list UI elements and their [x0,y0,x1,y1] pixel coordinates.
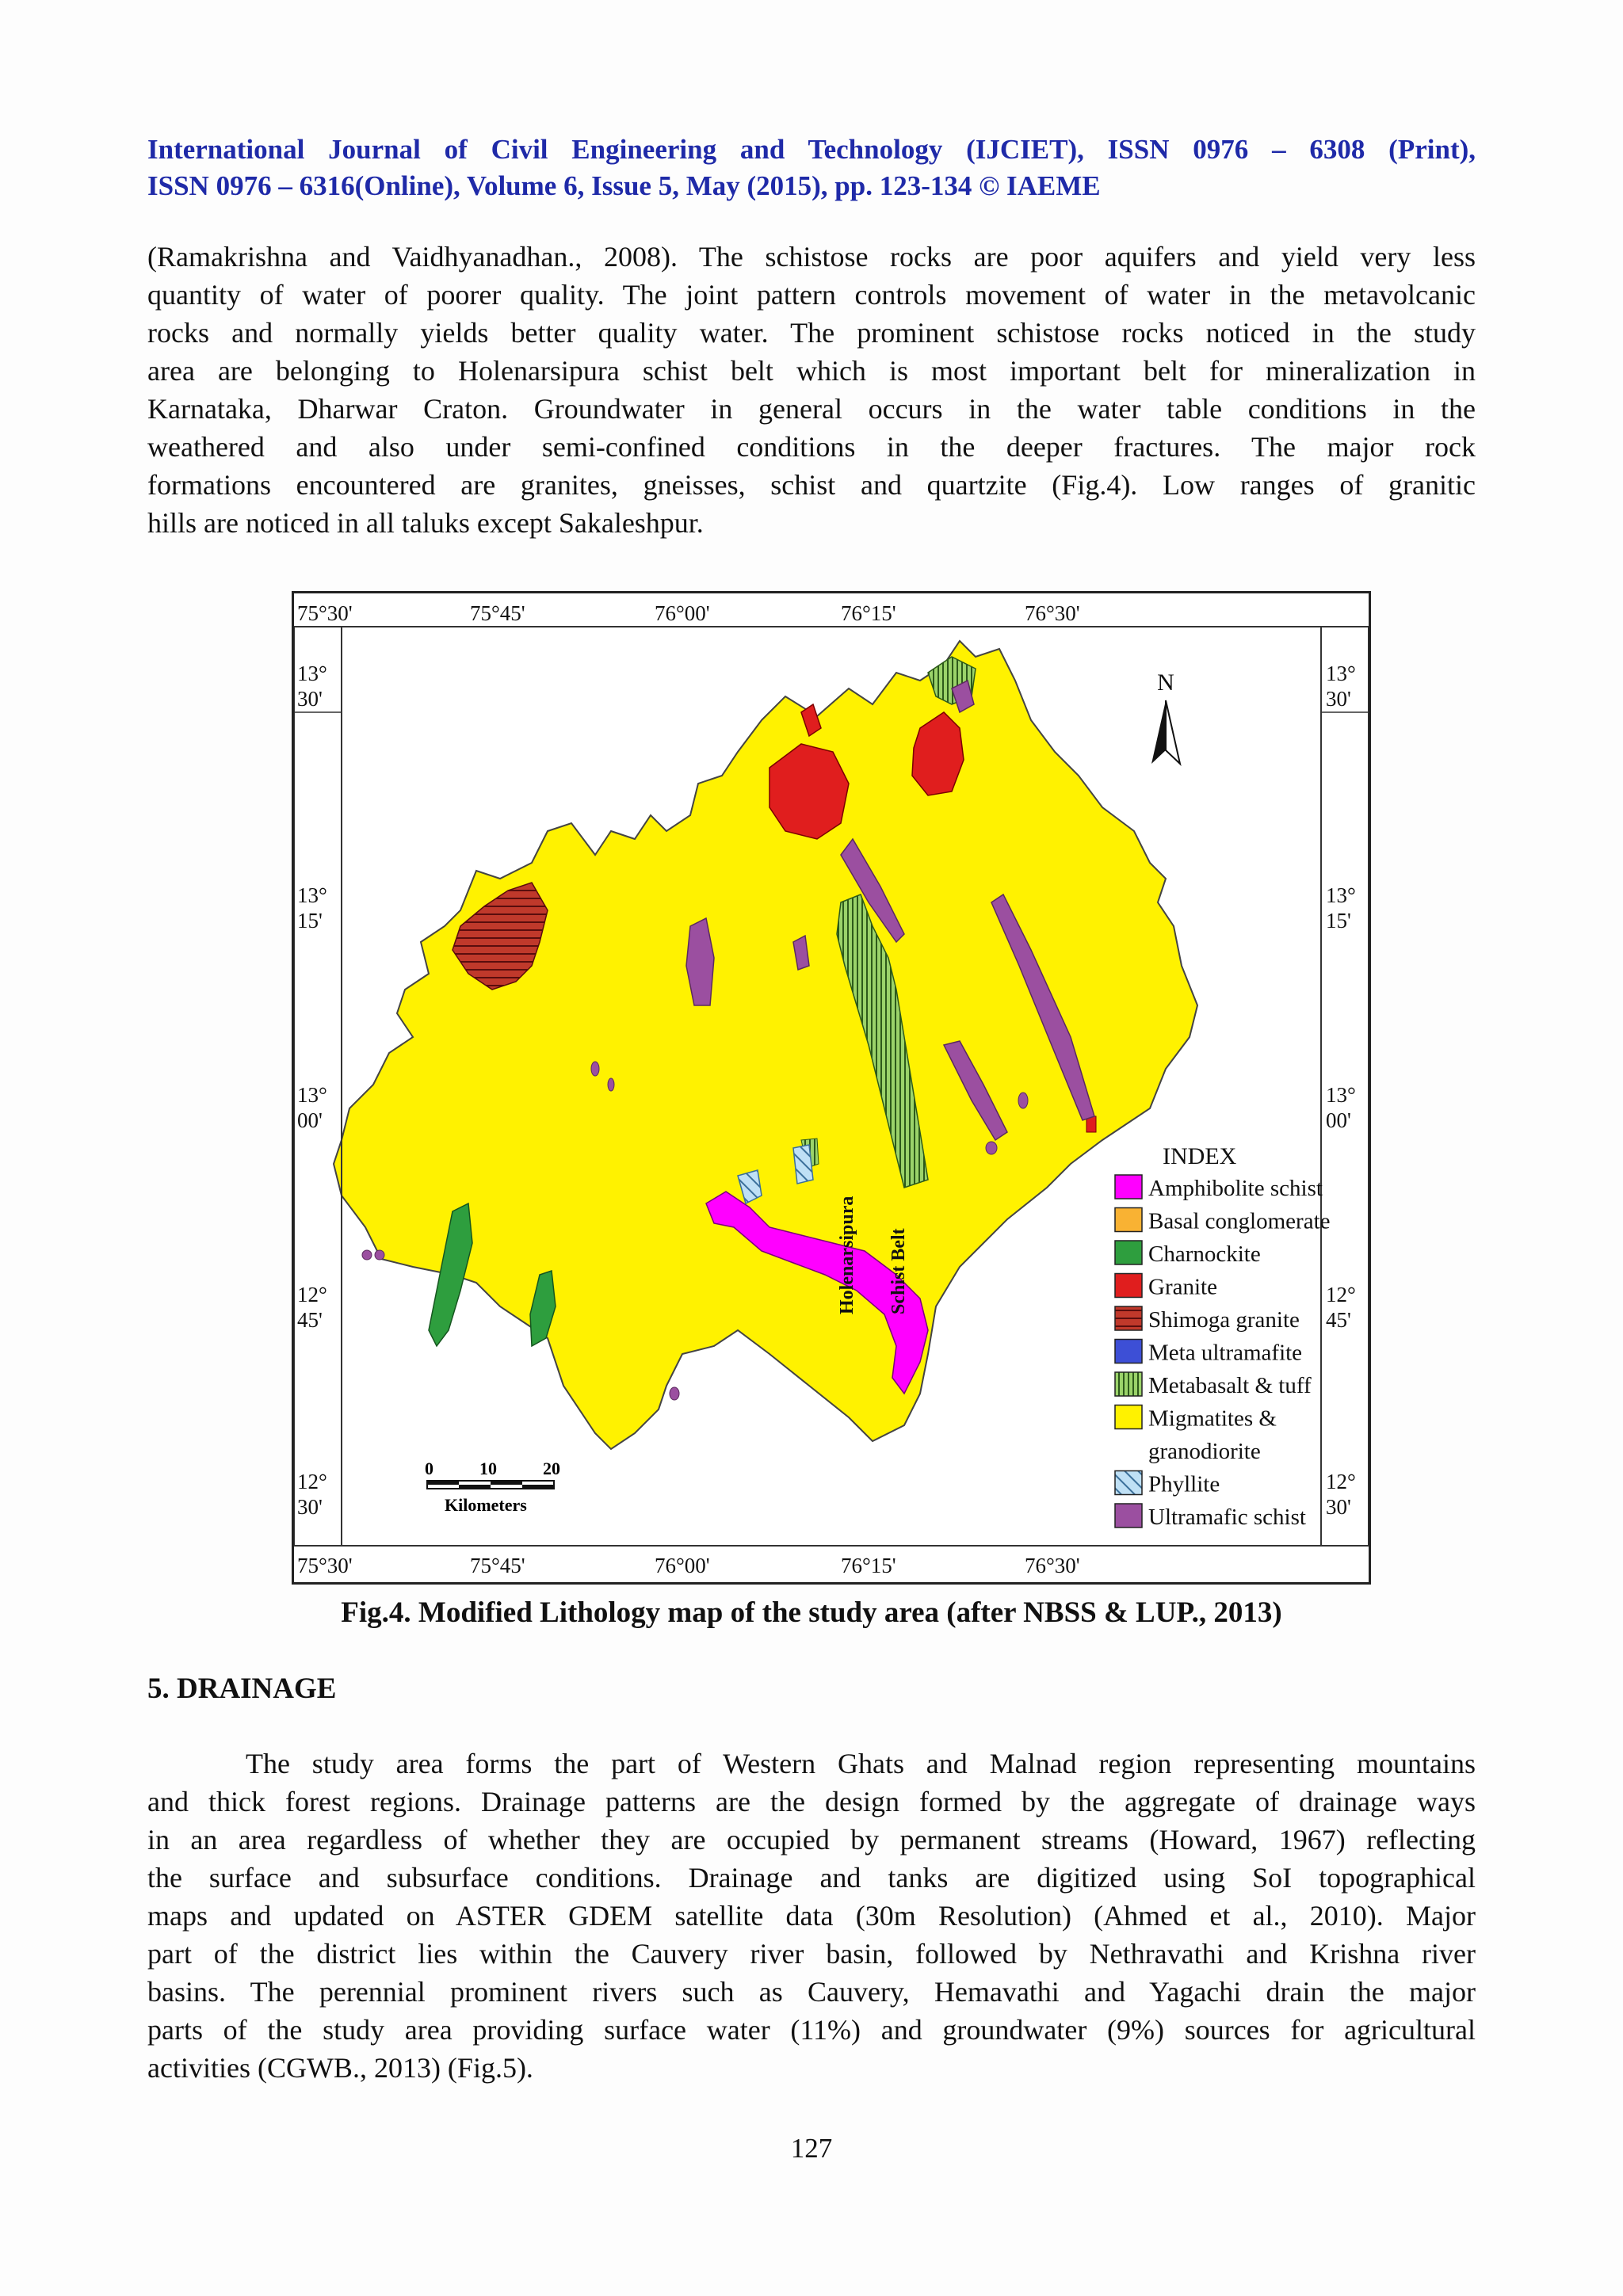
legend-label: Granite [1148,1274,1217,1300]
text-line: The study area forms the part of Western Ghats and Malnad region representing mountains [246,1748,1476,1779]
lat-min: 30' [1326,1495,1351,1519]
legend-swatch [1115,1372,1142,1396]
journal-header-line2: ISSN 0976 – 6316(Online), Volume 6, Issue 5, May (2015), pp. 123-134 © IAEME [147,170,1101,201]
longitude-bottom [297,1554,1080,1577]
legend-label: Meta ultramafite [1148,1340,1303,1366]
lat-deg: 13° [297,1083,327,1107]
lat-deg: 12° [297,1283,327,1306]
text-line: basins. The perennial prominent rivers such as Cauvery, Hemavathi and Yagachi drain the major [147,1976,1476,2008]
legend-label: Ultramafic schist [1148,1505,1306,1530]
text-line: Karnataka, Dharwar Craton. Groundwater in general occurs in the water table conditions in the [147,393,1476,425]
text-line: in an area regardless of whether they are occupied by permanent streams (Howard, 1967) reflecting [147,1824,1476,1855]
lon-label: 76°00' [655,601,710,625]
paragraph-1 [147,238,1476,542]
legend-label: Migmatites & [1148,1405,1277,1432]
legend-items [1115,1175,1331,1530]
lat-min: 45' [1326,1308,1351,1332]
lon-label: 76°30' [1025,601,1080,625]
lon-label: 75°30' [297,1554,353,1577]
legend-label: Phyllite [1148,1471,1220,1497]
legend-swatch [1115,1274,1142,1298]
lon-label: 75°45' [470,1554,525,1577]
legend-title: INDEX [1163,1143,1237,1169]
lon-label: 76°15' [841,1554,896,1577]
journal-header [147,132,1476,204]
belt-label-holenarsipura: Holenarsipura [837,1196,857,1314]
lat-deg: 12° [297,1470,327,1493]
legend-swatch [1115,1340,1142,1363]
lat-min: 30' [1326,687,1351,711]
latitude-right [1326,662,1356,1519]
lat-min: 00' [297,1108,323,1132]
legend-swatch [1115,1471,1142,1495]
lon-label: 76°00' [655,1554,710,1577]
text-line: formations encountered are granites, gneisses, schist and quartzite (Fig.4). Low ranges of granitic [147,469,1476,501]
phyllite-body [793,1145,813,1184]
lat-deg: 13° [297,662,327,685]
north-arrow [1151,669,1180,764]
section-heading: 5. DRAINAGE [147,1672,337,1705]
lat-min: 30' [297,1495,323,1519]
scale-bar [425,1459,560,1515]
scale-tick: 10 [479,1459,497,1478]
page-number: 127 [790,2133,833,2164]
journal-header-line1: International Journal of Civil Engineering and Technology (IJCIET), ISSN 0976 – 6308 (Print), [147,134,1476,165]
lon-label: 75°45' [470,601,525,625]
legend-label: Shimoga granite [1148,1307,1300,1333]
lat-deg: 13° [1326,883,1356,907]
lat-deg: 13° [1326,1083,1356,1107]
scale-tick: 0 [425,1459,433,1478]
text-line: quantity of water of poorer quality. The joint pattern controls movement of water in the metavolcanic [147,279,1476,311]
lat-deg: 13° [1326,662,1356,685]
legend-label: Amphibolite schist [1148,1176,1323,1201]
scale-tick: 20 [543,1459,560,1478]
longitude-top [297,601,1080,625]
lon-label: 76°15' [841,601,896,625]
lat-deg: 12° [1326,1470,1356,1493]
legend-swatch [1115,1241,1142,1264]
lat-min: 15' [297,909,323,933]
text-line: and thick forest regions. Drainage patterns are the design formed by the aggregate of drainage ways [147,1786,1476,1817]
legend-swatch [1115,1504,1142,1527]
text-line: hills are noticed in all taluks except Sakaleshpur. [147,507,704,539]
text-line: maps and updated on ASTER GDEM satellite data (30m Resolution) (Ahmed et al., 2010). Major [147,1900,1476,1932]
lat-min: 00' [1326,1108,1351,1132]
scale-unit: Kilometers [445,1495,527,1515]
legend-label: granodiorite [1148,1439,1261,1464]
lithology-map-figure [292,591,1371,1585]
text-line: activities (CGWB., 2013) (Fig.5). [147,2052,533,2084]
lat-min: 15' [1326,909,1351,933]
lat-min: 45' [297,1308,323,1332]
legend-label: Basal conglomerate [1148,1208,1331,1234]
legend-swatch [1115,1208,1142,1232]
lat-deg: 13° [297,883,327,907]
text-line: rocks and normally yields better quality water. The prominent schistose rocks noticed in the study [147,317,1476,349]
north-label: N [1157,669,1174,696]
text-line: area are belonging to Holenarsipura schist belt which is most important belt for mineralization in [147,355,1476,387]
text-line: the surface and subsurface conditions. Drainage and tanks are digitized using SoI topographical [147,1862,1476,1894]
text-line: (Ramakrishna and Vaidhyanadhan., 2008). The schistose rocks are poor aquifers and yield very less [147,241,1476,273]
text-line: part of the district lies within the Cauvery river basin, followed by Nethravathi and Krishna river [147,1938,1476,1970]
legend [1163,1143,1237,1169]
figure-caption: Fig.4. Modified Lithology map of the study area (after NBSS & LUP., 2013) [341,1596,1282,1629]
text-line: parts of the study area providing surface water (11%) and groundwater (9%) sources for agricultural [147,2014,1476,2046]
lat-deg: 12° [1326,1283,1356,1306]
legend-label: Metabasalt & tuff [1148,1373,1312,1398]
legend-swatch [1115,1306,1142,1330]
legend-swatch [1115,1175,1142,1199]
lithology-map [294,593,1369,1582]
lat-min: 30' [297,687,323,711]
belt-label-schist-belt: Schist Belt [888,1228,909,1314]
lon-label: 76°30' [1025,1554,1080,1577]
legend-swatch [1115,1405,1142,1429]
text-line: weathered and also under semi-confined conditions in the deeper fractures. The major rock [147,431,1476,463]
legend-label: Charnockite [1148,1241,1261,1267]
lon-label: 75°30' [297,601,353,625]
paragraph-2 [147,1745,1476,2087]
latitude-left [297,662,327,1519]
